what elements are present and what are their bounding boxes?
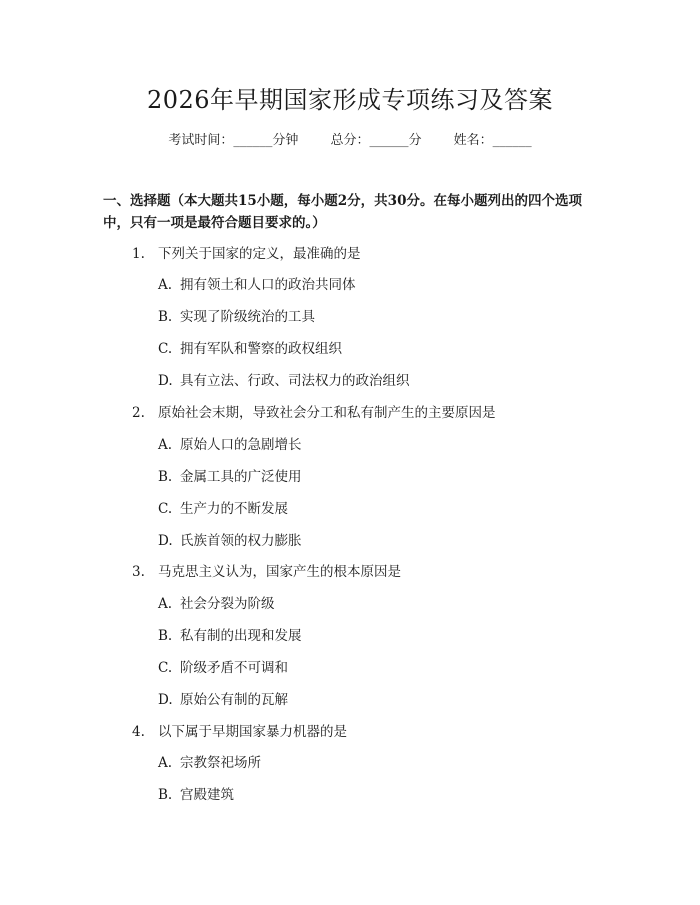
option-item: [158, 498, 288, 520]
question-text: 马克思主义认为，国家产生的根本原因是: [158, 564, 401, 580]
question-number: 1.: [132, 246, 145, 262]
option-text: 氏族首领的权力膨胀: [180, 533, 302, 549]
question-item: [132, 243, 361, 265]
option-letter: B.: [158, 787, 173, 803]
option-item: [158, 752, 261, 774]
option-item: [158, 593, 275, 615]
option-item: [158, 370, 410, 392]
section-heading: 一、选择题（本大题共15小题，每小题2分，共30分。在每小题列出的四个选项中，只有一项是最符合题目要求的。）: [103, 193, 582, 231]
option-letter: C.: [158, 501, 173, 517]
option-item: [158, 338, 342, 360]
option-letter: A.: [158, 437, 173, 453]
question-text: 以下属于早期国家暴力机器的是: [158, 724, 347, 740]
option-text: 宗教祭祀场所: [180, 755, 261, 771]
question-text: 下列关于国家的定义，最准确的是: [158, 246, 361, 262]
option-text: 拥有领土和人口的政治共同体: [180, 277, 356, 293]
option-item: [158, 306, 315, 328]
total-score-field: 总分：______分: [330, 133, 422, 148]
option-item: [158, 274, 356, 296]
option-text: 拥有军队和警察的政权组织: [180, 341, 342, 357]
question-number: 3.: [132, 564, 145, 580]
option-item: [158, 784, 234, 806]
option-item: [158, 657, 288, 679]
option-letter: A.: [158, 277, 173, 293]
exam-meta: [0, 130, 700, 152]
option-letter: B.: [158, 628, 173, 644]
question-item: [132, 721, 347, 743]
option-text: 原始公有制的瓦解: [180, 692, 288, 708]
option-letter: A.: [158, 755, 173, 771]
option-item: [158, 689, 288, 711]
question-item: [132, 561, 401, 583]
option-letter: A.: [158, 596, 173, 612]
option-item: [158, 434, 302, 456]
option-text: 私有制的出现和发展: [180, 628, 302, 644]
option-letter: B.: [158, 469, 173, 485]
option-text: 实现了阶级统治的工具: [180, 309, 315, 325]
page-title: 2026年早期国家形成专项练习及答案: [146, 86, 554, 114]
question-text: 原始社会末期，导致社会分工和私有制产生的主要原因是: [158, 405, 496, 421]
option-text: 生产力的不断发展: [180, 501, 288, 517]
option-letter: D.: [158, 533, 173, 549]
question-number: 4.: [132, 724, 145, 740]
option-letter: B.: [158, 309, 173, 325]
option-letter: D.: [158, 373, 173, 389]
option-item: [158, 625, 302, 647]
option-text: 阶级矛盾不可调和: [180, 660, 288, 676]
question-item: [132, 402, 496, 424]
option-text: 具有立法、行政、司法权力的政治组织: [180, 373, 410, 389]
option-text: 社会分裂为阶级: [180, 596, 275, 612]
student-name-field: 姓名：______: [453, 133, 532, 148]
option-text: 宫殿建筑: [180, 787, 234, 803]
option-item: [158, 466, 302, 488]
option-item: [158, 530, 302, 552]
exam-time-field: 考试时间：______分钟: [168, 133, 299, 148]
option-text: 原始人口的急剧增长: [180, 437, 302, 453]
question-number: 2.: [132, 405, 145, 421]
option-letter: C.: [158, 660, 173, 676]
option-letter: D.: [158, 692, 173, 708]
option-text: 金属工具的广泛使用: [180, 469, 302, 485]
option-letter: C.: [158, 341, 173, 357]
